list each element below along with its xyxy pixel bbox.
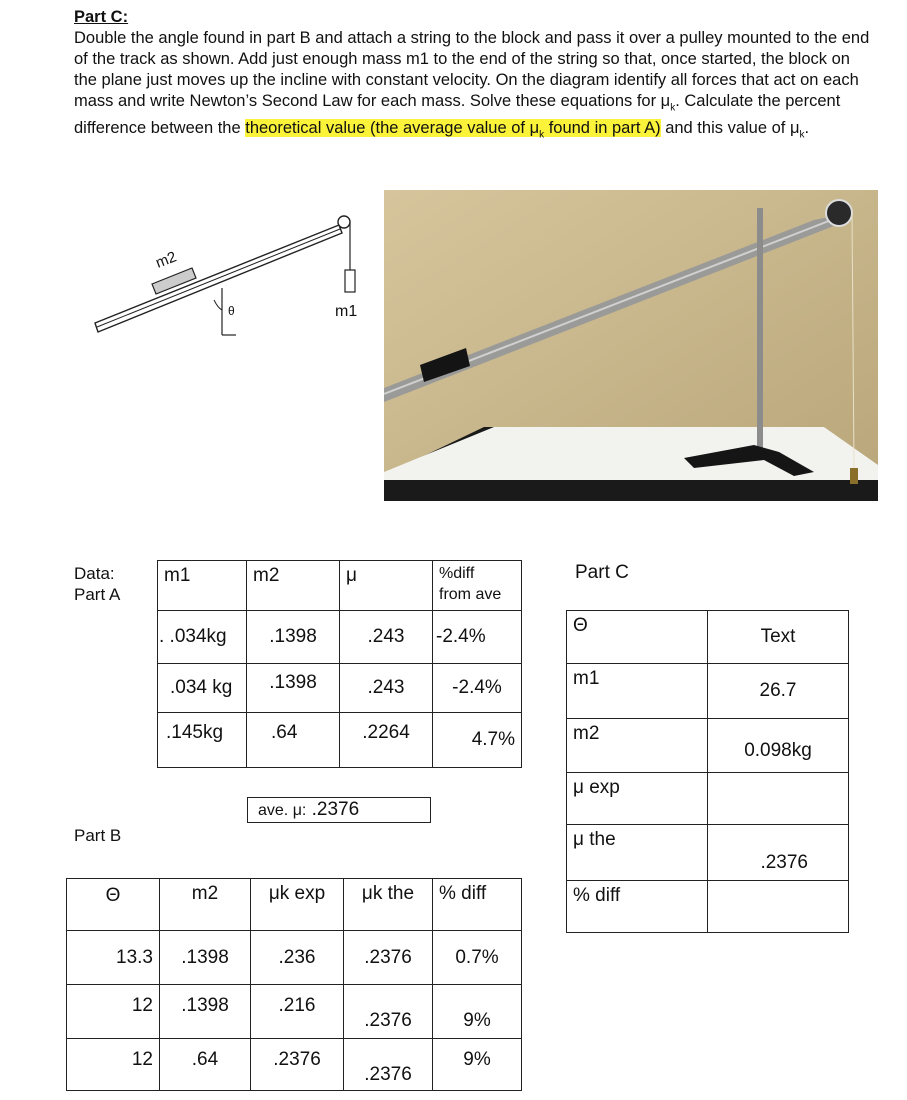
cell: .216 — [251, 985, 344, 1039]
cell: .236 — [251, 931, 344, 985]
subscript-k: k — [670, 102, 676, 114]
subscript-k-2: k — [539, 129, 545, 141]
table-row — [567, 825, 849, 881]
row-label: Θ — [567, 611, 708, 664]
part-a-label — [74, 563, 120, 605]
table-row — [567, 611, 849, 664]
m2-label: m2 — [153, 248, 179, 272]
table-row — [158, 713, 522, 768]
cell: .1398 — [160, 931, 251, 985]
row-label: μ exp — [567, 773, 708, 825]
header-m2: m2 — [247, 561, 340, 611]
cell: 4.7% — [433, 713, 522, 768]
cell: .145kg — [158, 713, 247, 768]
subscript-k-3: k — [799, 129, 805, 141]
cell: .2376 — [344, 1039, 433, 1091]
instructions-paragraph — [74, 7, 874, 146]
row-value: 0.098kg — [708, 719, 849, 773]
photo-hanging-mass — [850, 468, 858, 484]
data-label: Data: — [74, 564, 115, 583]
cell: .2376 — [251, 1039, 344, 1091]
cell: .2376 — [344, 931, 433, 985]
table-row — [567, 719, 849, 773]
cell: .64 — [160, 1039, 251, 1091]
header-mu-exp: μk exp — [251, 879, 344, 931]
table-row — [158, 664, 522, 713]
cell: -2.4% — [433, 664, 522, 713]
part-a-text: Part A — [74, 585, 121, 604]
row-value: 26.7 — [708, 664, 849, 719]
header-percent-diff — [433, 561, 522, 611]
highlighted-text — [245, 119, 661, 141]
cell: 9% — [433, 1039, 522, 1091]
angle-arc — [214, 300, 222, 310]
cell: .243 — [340, 664, 433, 713]
row-value: .2376 — [708, 825, 849, 881]
part-a-table — [157, 560, 522, 768]
row-label: m1 — [567, 664, 708, 719]
part-b-label: Part B — [74, 826, 122, 845]
table-header-row — [67, 879, 522, 931]
cell: -2.4% — [433, 611, 522, 664]
cell: .1398 — [247, 664, 340, 713]
cell: .034 kg — [158, 664, 247, 713]
instructions-tail: and this value of μ — [660, 119, 800, 138]
cell: 9% — [433, 985, 522, 1039]
row-label: % diff — [567, 881, 708, 933]
row-label: μ the — [567, 825, 708, 881]
cell: .1398 — [160, 985, 251, 1039]
highlight-text-1: theoretical value (the average value of μ — [245, 119, 540, 138]
table-row — [67, 1039, 522, 1091]
instructions-end: . — [804, 119, 810, 138]
cell: 12 — [67, 985, 160, 1039]
incline-ramp — [95, 225, 342, 332]
m1-label: m1 — [335, 303, 358, 320]
average-label: ave. μ: — [258, 802, 307, 819]
header-diff-line1: %diff — [439, 565, 475, 582]
cell: .1398 — [247, 611, 340, 664]
apparatus-photo — [384, 190, 878, 501]
header-mu: μ — [340, 561, 433, 611]
table-row — [567, 664, 849, 719]
table-row — [567, 881, 849, 933]
cell: 12 — [67, 1039, 160, 1091]
cell: .243 — [340, 611, 433, 664]
theta-label: θ — [228, 304, 235, 318]
table-header-row — [158, 561, 522, 611]
part-c-label: Part C — [575, 562, 629, 583]
row-value: Text — [708, 611, 849, 664]
cell: .2264 — [340, 713, 433, 768]
header-m1: m1 — [158, 561, 247, 611]
row-value — [708, 881, 849, 933]
highlight-text-2: found in part A) — [544, 119, 661, 138]
header-diff-line2: from ave — [439, 586, 502, 603]
cell: .64 — [247, 713, 340, 768]
cell: . .034kg — [158, 611, 247, 664]
header-m2: m2 — [160, 879, 251, 931]
table-row — [158, 611, 522, 664]
row-label: m2 — [567, 719, 708, 773]
instructions-body-2: . Calculate the percent difference between the — [74, 92, 841, 138]
cell: 13.3 — [67, 931, 160, 985]
table-row — [567, 773, 849, 825]
cell: 0.7% — [433, 931, 522, 985]
average-mu-box — [247, 797, 431, 823]
part-b-table — [66, 878, 522, 1091]
header-theta: Θ — [67, 879, 160, 931]
instructions-body: Double the angle found in part B and attach a string to the block and pass it over a pulley mounted to the end of the track as shown. Add just enough mass m1 to the end of the string so that, once started, the block on the plane just moves up the incline with constant velocity. On the diagram identify all forces that act on each mass and write Newton’s Second Law for each mass. Solve these equations for μ — [74, 29, 870, 110]
cell: .2376 — [344, 985, 433, 1039]
table-row — [67, 985, 522, 1039]
stand-rod — [757, 208, 763, 458]
part-c-table — [566, 610, 849, 933]
header-mu-the: μk the — [344, 879, 433, 931]
average-value: .2376 — [311, 799, 360, 820]
incline-diagram — [88, 208, 368, 338]
row-value — [708, 773, 849, 825]
part-c-heading: Part C: — [74, 8, 129, 26]
table-row — [67, 931, 522, 985]
pulley-icon — [338, 216, 350, 228]
photo-pulley-icon — [826, 200, 852, 226]
hanging-mass-m1 — [345, 270, 355, 292]
header-percent-diff: % diff — [433, 879, 522, 931]
